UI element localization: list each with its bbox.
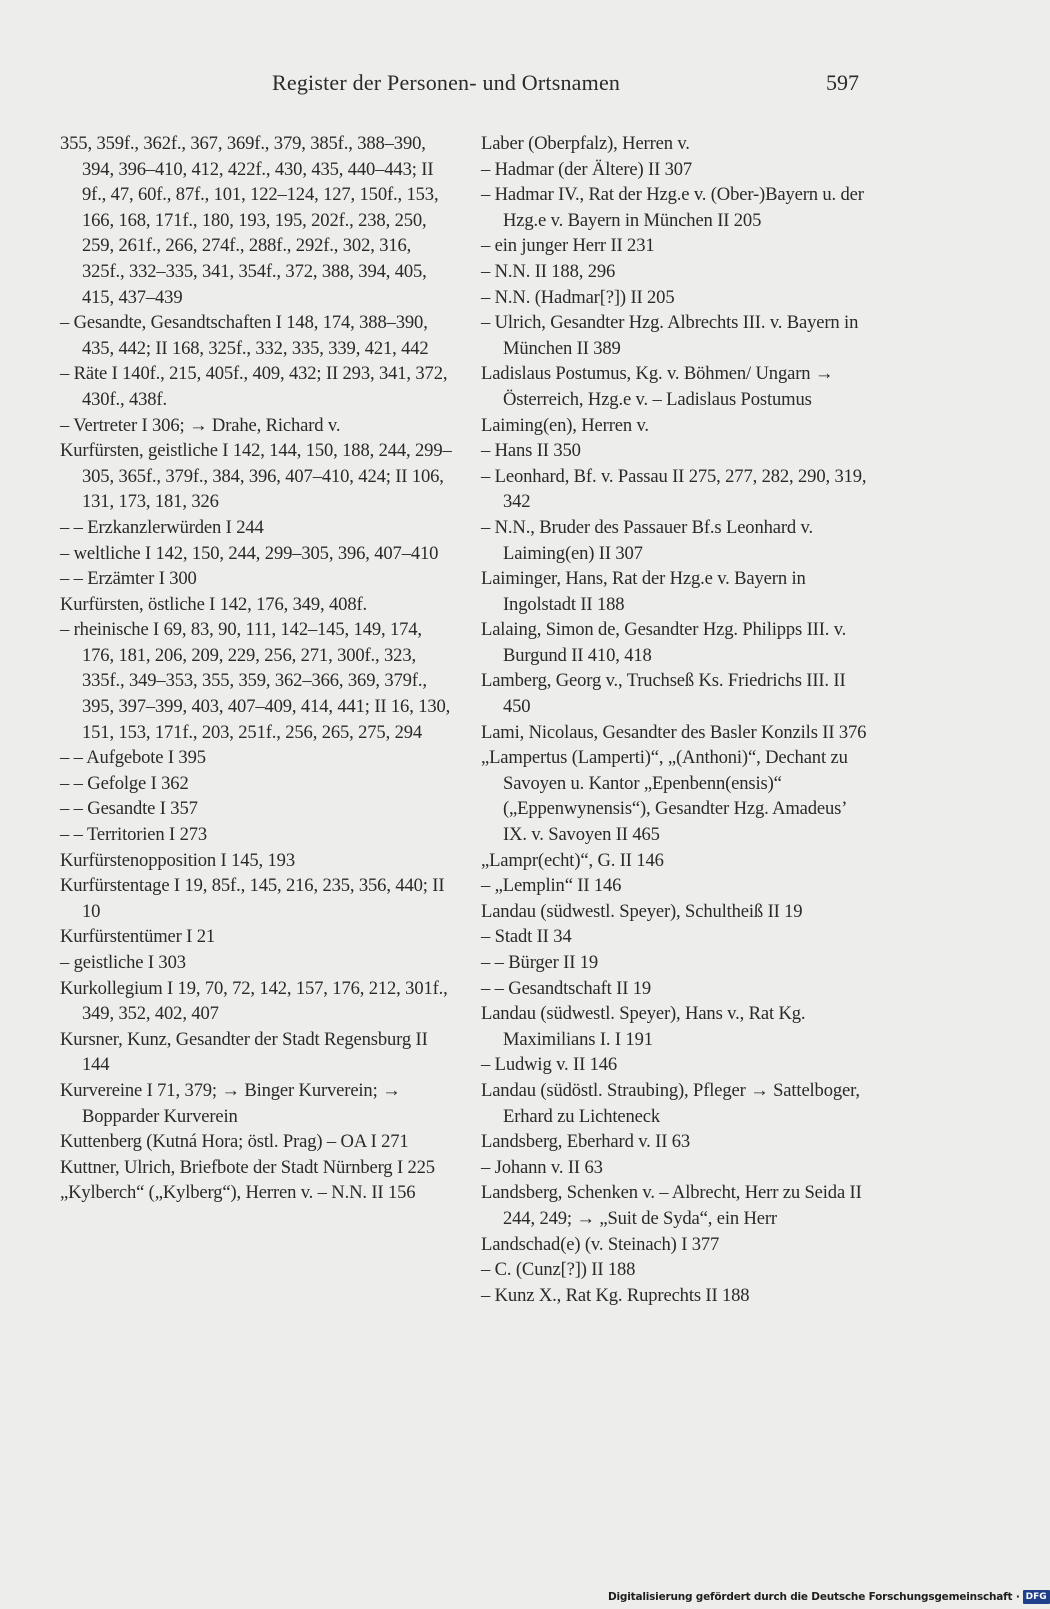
digitization-footer xyxy=(608,1588,1050,1606)
index-entry: Kurvereine I 71, 379; → Binger Kurverein; → Bopparder Kurverein xyxy=(60,1079,401,1127)
index-entry: Landau (südöstl. Straubing), Pfleger → Sattelboger, Erhard zu Lichteneck xyxy=(481,1079,860,1127)
index-entry: – – Gesandte I 357 xyxy=(60,798,198,820)
index-entry: Landau (südwestl. Speyer), Schultheiß II 19 xyxy=(481,900,803,922)
index-entry: – rheinische I 69, 83, 90, 111, 142–145, 149, 174, 176, 181, 206, 209, 229, 256, 271, 300f., 323, 335f., 349–353, 355, 359, 362–366, 369, 379f., 395, 397–399, 403, 407–409, 414, 441; II 16, 130, 151, 153, 171f., 203, 251f., 256, 265, 275, 294 xyxy=(60,619,451,743)
index-entry: – Gesandte, Gesandtschaften I 148, 174, 388–390, 435, 442; II 168, 325f., 332, 335, 339, 421, 442 xyxy=(60,312,429,359)
index-entry: Kurfürsten, östliche I 142, 176, 349, 408f. xyxy=(60,593,368,615)
index-entry: – Stadt II 34 xyxy=(481,926,572,948)
running-title: Register der Personen- und Ortsnamen xyxy=(272,70,621,95)
index-entry: – N.N. (Hadmar[?]) II 205 xyxy=(481,286,675,308)
index-entry: – C. (Cunz[?]) II 188 xyxy=(481,1259,636,1281)
index-entry: Kurfürstentümer I 21 xyxy=(60,926,216,948)
index-entry: Laiming(en), Herren v. xyxy=(481,414,649,436)
page-header xyxy=(0,70,1000,106)
index-entry: – N.N., Bruder des Passauer Bf.s Leonhard v. Laiming(en) II 307 xyxy=(481,516,813,564)
index-entry: Landsberg, Eberhard v. II 63 xyxy=(481,1131,691,1153)
index-entry: Landsberg, Schenken v. – Albrecht, Herr zu Seida II 244, 249; → „Suit de Syda“, ein Herr xyxy=(481,1182,862,1229)
index-entry: – Kunz X., Rat Kg. Ruprechts II 188 xyxy=(481,1284,750,1306)
index-entry: 355, 359f., 362f., 367, 369f., 379, 385f., 388–390, 394, 396–410, 412, 422f., 430, 435, 440–443; II 9f., 47, 60f., 87f., 101, 122–124, 127, 150f., 153, 166, 168, 171f., 180, 193, 195, 202f., 238, 250, 259, 261f., 266, 274f., 288f., 292f., 302, 316, 325f., 332–335, 341, 354f., 372, 388, 394, 405, 415, 437–439 xyxy=(60,133,439,308)
index-entry: Laber (Oberpfalz), Herren v. xyxy=(481,133,690,154)
index-entry: – ein junger Herr II 231 xyxy=(481,235,655,257)
index-column-left xyxy=(60,131,452,1206)
index-entry: – – Erzämter I 300 xyxy=(60,568,197,590)
index-entry: – – Aufgebote I 395 xyxy=(60,747,206,769)
index-entry: – Johann v. II 63 xyxy=(481,1156,603,1178)
index-entry: „Lampertus (Lamperti)“, „(Anthoni)“, Dechant zu Savoyen u. Kantor „Epenbenn(ensis)“ („Eppenwynensis“), Gesandter Hzg. Amadeus’ IX. v. Savoyen II 465 xyxy=(481,747,848,846)
index-entry: Lamberg, Georg v., Truchseß Ks. Friedrichs III. II 450 xyxy=(481,670,846,718)
index-entry: – – Territorien I 273 xyxy=(60,824,208,846)
index-entry: – Hans II 350 xyxy=(481,440,581,462)
dfg-logo-icon: DFG xyxy=(1023,1590,1050,1604)
index-entry: – Ulrich, Gesandter Hzg. Albrechts III. v. Bayern in München II 389 xyxy=(481,312,859,359)
index-entry: Kurkollegium I 19, 70, 72, 142, 157, 176, 212, 301f., 349, 352, 402, 407 xyxy=(60,977,448,1025)
index-entry: Ladislaus Postumus, Kg. v. Böhmen/ Ungarn → Österreich, Hzg.e v. – Ladislaus Postumus xyxy=(481,363,834,410)
index-entry: – Hadmar (der Ältere) II 307 xyxy=(481,158,693,180)
index-entry: Kuttenberg (Kutná Hora; östl. Prag) – OA I 271 xyxy=(60,1131,409,1153)
index-entry: – geistliche I 303 xyxy=(60,952,186,973)
index-entry: – – Gesandtschaft II 19 xyxy=(481,977,652,999)
index-entry: – – Gefolge I 362 xyxy=(60,772,189,794)
index-entry: Kurfürsten, geistliche I 142, 144, 150, 188, 244, 299–305, 365f., 379f., 384, 396, 407–410, 424; II 106, 131, 173, 181, 326 xyxy=(60,440,452,513)
page-number: 597 xyxy=(826,70,859,95)
index-entry: – Räte I 140f., 215, 405f., 409, 432; II 293, 341, 372, 430f., 438f. xyxy=(60,363,448,410)
index-entry: Lami, Nicolaus, Gesandter des Basler Konzils II 376 xyxy=(481,721,867,743)
index-entry: – „Lemplin“ II 146 xyxy=(481,875,622,897)
index-entry: „Lampr(echt)“, G. II 146 xyxy=(481,849,664,871)
index-entry: – – Bürger II 19 xyxy=(481,952,599,973)
footer-credit: Digitalisierung gefördert durch die Deutsche Forschungsgemeinschaft · xyxy=(608,1591,1020,1603)
index-entry: Kuttner, Ulrich, Briefbote der Stadt Nürnberg I 225 xyxy=(60,1156,435,1178)
index-entry: – Vertreter I 306; → Drahe, Richard v. xyxy=(60,414,341,436)
index-entry: Kursner, Kunz, Gesandter der Stadt Regensburg II 144 xyxy=(60,1028,428,1076)
index-entry: – Leonhard, Bf. v. Passau II 275, 277, 282, 290, 319, 342 xyxy=(481,465,867,513)
index-entry: – N.N. II 188, 296 xyxy=(481,260,616,282)
index-entry: Kurfürstenopposition I 145, 193 xyxy=(60,849,295,871)
index-entry: – Ludwig v. II 146 xyxy=(481,1054,618,1076)
index-column-right xyxy=(481,131,873,1308)
index-entry: Laiminger, Hans, Rat der Hzg.e v. Bayern in Ingolstadt II 188 xyxy=(481,568,806,615)
index-entry: „Kylberch“ („Kylberg“), Herren v. – N.N. II 156 xyxy=(60,1182,416,1204)
index-entry: Lalaing, Simon de, Gesandter Hzg. Philipps III. v. Burgund II 410, 418 xyxy=(481,619,847,666)
index-entry: – weltliche I 142, 150, 244, 299–305, 396, 407–410 xyxy=(60,542,439,564)
index-entry: Landau (südwestl. Speyer), Hans v., Rat Kg. Maximilians I. I 191 xyxy=(481,1003,806,1050)
index-entry: Landschad(e) (v. Steinach) I 377 xyxy=(481,1233,720,1255)
index-entry: – Hadmar IV., Rat der Hzg.e v. (Ober-)Bayern u. der Hzg.e v. Bayern in München II 205 xyxy=(481,184,864,231)
index-entry: Kurfürstentage I 19, 85f., 145, 216, 235, 356, 440; II 10 xyxy=(60,875,445,922)
index-entry: – – Erzkanzlerwürden I 244 xyxy=(60,516,264,538)
